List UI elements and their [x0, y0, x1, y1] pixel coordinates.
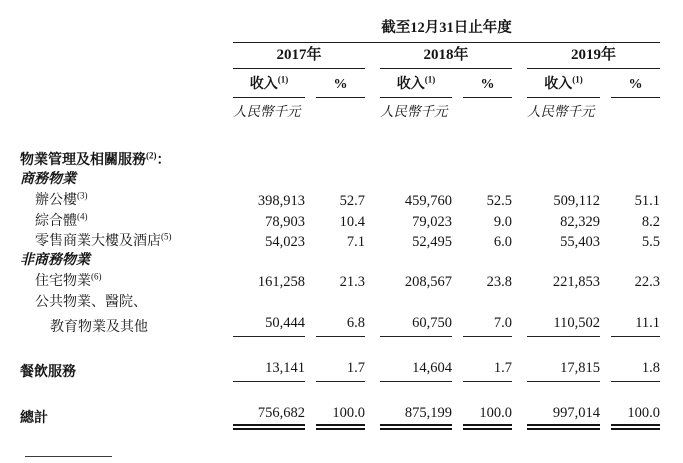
empty-cell	[233, 290, 660, 311]
column-gap	[512, 399, 527, 427]
column-gap	[305, 188, 316, 209]
empty-cell	[611, 97, 660, 122]
row-label: 公共物業、醫院、	[35, 295, 147, 311]
total-percent-2018: 100.0	[463, 399, 512, 427]
column-gap	[512, 269, 527, 290]
row-label: 商務物業	[20, 172, 76, 188]
percent-2019: 5.5	[641, 233, 661, 250]
column-gap	[600, 230, 611, 250]
column-gap	[452, 355, 463, 381]
footnote-marker: (1)	[277, 74, 289, 85]
year-header-2018: 2018年	[380, 42, 512, 68]
footnote-marker: (1)	[572, 74, 583, 85]
footnote-marker: (4)	[77, 211, 88, 222]
column-gap	[305, 269, 316, 290]
column-gap	[512, 209, 527, 230]
revenue-2018: 60,750	[380, 311, 452, 336]
percent-2018: 6.0	[493, 233, 512, 250]
revenue-2017: 398,913	[257, 192, 305, 209]
empty-cell	[20, 14, 233, 42]
column-gap	[512, 42, 527, 68]
column-gap	[512, 355, 527, 381]
revenue-breakdown-table	[20, 14, 660, 430]
revenue-2018: 14,604	[380, 355, 452, 381]
column-gap	[600, 399, 611, 427]
percent-2019: 1.8	[611, 355, 660, 381]
row-label: 教育物業及其他	[50, 320, 148, 336]
percent-column-header-2017: %	[316, 68, 365, 97]
currency-note-2019: 人民幣千元	[527, 103, 595, 119]
column-gap	[365, 68, 380, 97]
percent-2018: 1.7	[463, 355, 512, 381]
percent-2018: 7.0	[463, 311, 512, 336]
percent-2018: 9.0	[493, 213, 512, 230]
column-gap	[452, 269, 463, 290]
revenue-2018: 79,023	[412, 213, 452, 230]
year-header-row	[20, 42, 660, 68]
percent-2019: 8.2	[641, 213, 661, 230]
empty-cell	[233, 250, 660, 269]
empty-cell	[20, 97, 233, 122]
data-row-education-others	[20, 311, 660, 336]
total-revenue-2019: 997,014	[527, 399, 600, 427]
column-gap	[305, 399, 316, 427]
percent-column-header-2018: %	[463, 68, 512, 97]
empty-cell	[233, 169, 660, 188]
percent-2019: 11.1	[611, 311, 660, 336]
percent-2017: 21.3	[339, 273, 365, 290]
revenue-2017: 54,023	[265, 233, 305, 250]
column-gap	[600, 209, 611, 230]
empty-cell	[20, 42, 233, 68]
column-gap	[305, 230, 316, 250]
footnote-marker: (5)	[161, 231, 172, 242]
spacer-row	[20, 381, 660, 399]
column-gap	[452, 230, 463, 250]
column-gap	[365, 188, 380, 209]
currency-note-2018: 人民幣千元	[380, 103, 448, 119]
data-row-office-buildings	[20, 188, 660, 209]
revenue-column-header-2019: 收入$^{(1)}$	[527, 68, 600, 97]
revenue-2017: 13,141	[233, 355, 305, 381]
revenue-2019: 55,403	[560, 233, 600, 250]
total-percent-2019: 100.0	[611, 399, 660, 427]
column-gap	[512, 230, 527, 250]
column-gap	[600, 311, 611, 336]
column-gap	[365, 97, 380, 122]
data-row-complexes	[20, 209, 660, 230]
column-gap	[365, 269, 380, 290]
total-percent-2017: 100.0	[316, 399, 365, 427]
column-header-row	[20, 68, 660, 97]
footnote-marker: (2)	[146, 150, 157, 161]
total-revenue-2017: 756,682	[233, 399, 305, 427]
revenue-column-header-2017: 收入$^{(1)}$	[233, 68, 305, 97]
revenue-column-header-2018: 收入$^{(1)}$	[380, 68, 452, 97]
percent-2017: 1.7	[316, 355, 365, 381]
data-row-catering	[20, 355, 660, 381]
spacer-row	[20, 336, 660, 355]
column-gap	[512, 311, 527, 336]
column-gap	[452, 188, 463, 209]
section-row-commercial	[20, 169, 660, 188]
column-gap	[600, 355, 611, 381]
column-gap	[305, 209, 316, 230]
period-header-row	[20, 14, 660, 42]
footnote-marker: (6)	[91, 271, 102, 282]
row-label: 餐飲服務	[20, 365, 76, 381]
year-header-2017: 2017年	[233, 42, 365, 68]
column-gap	[512, 188, 527, 209]
row-label: 總計	[20, 411, 48, 427]
row-label: 非商務物業	[20, 253, 90, 269]
column-gap	[452, 399, 463, 427]
column-gap	[512, 68, 527, 97]
empty-cell	[20, 336, 660, 355]
row-label: 住宅物業$^{(6)}$	[35, 271, 102, 290]
column-gap	[600, 68, 611, 97]
currency-note-2017: 人民幣千元	[233, 103, 301, 119]
footnote-marker: (3)	[77, 190, 88, 201]
row-label: 綜合體$^{(4)}$	[35, 211, 88, 230]
empty-cell	[463, 97, 512, 122]
revenue-2017: 161,258	[257, 273, 305, 290]
column-gap	[452, 311, 463, 336]
column-gap	[305, 68, 316, 97]
percent-2019: 51.1	[634, 192, 661, 209]
revenue-2017: 78,903	[265, 213, 305, 230]
empty-cell	[20, 68, 233, 97]
revenue-2019: 17,815	[527, 355, 600, 381]
revenue-2018: 459,760	[404, 192, 452, 209]
column-gap	[365, 42, 380, 68]
percent-2018: 23.8	[486, 273, 512, 290]
revenue-2018: 208,567	[404, 273, 452, 290]
empty-cell	[20, 381, 660, 399]
column-gap	[512, 97, 527, 122]
total-row	[20, 399, 660, 427]
column-gap	[452, 68, 463, 97]
year-header-2019: 2019年	[527, 42, 660, 68]
percent-2018: 52.5	[486, 192, 512, 209]
revenue-2019: 221,853	[552, 273, 600, 290]
percent-2019: 22.3	[634, 273, 661, 290]
period-header: 截至12月31日止年度	[233, 14, 660, 42]
row-label: 辦公樓$^{(3)}$	[35, 190, 88, 209]
footnote-marker: (1)	[424, 74, 436, 85]
empty-cell	[233, 150, 660, 169]
revenue-2019: 110,502	[527, 311, 600, 336]
column-gap	[600, 188, 611, 209]
column-gap	[305, 311, 316, 336]
row-label: 物業管理及相關服務$^{(2)}$：	[20, 150, 171, 169]
column-gap	[365, 311, 380, 336]
revenue-2019: 509,112	[553, 192, 600, 209]
data-row-retail-hotels	[20, 230, 660, 250]
percent-2017: 6.8	[316, 311, 365, 336]
column-gap	[305, 355, 316, 381]
section-row-property-management	[20, 150, 660, 169]
empty-cell	[316, 97, 365, 122]
column-gap	[365, 230, 380, 250]
percent-2017: 7.1	[346, 233, 365, 250]
total-revenue-2018: 875,199	[380, 399, 452, 427]
column-gap	[365, 209, 380, 230]
section-row-non-commercial	[20, 250, 660, 269]
column-gap	[452, 209, 463, 230]
footnote-divider-rule	[25, 456, 112, 457]
currency-note-row	[20, 97, 660, 122]
revenue-2017: 50,444	[233, 311, 305, 336]
revenue-2018: 52,495	[412, 233, 452, 250]
percent-2017: 10.4	[339, 213, 365, 230]
row-label: 零售商業大樓及酒店$^{(5)}$	[35, 231, 172, 250]
percent-column-header-2019: %	[611, 68, 660, 97]
spacer-row	[20, 122, 660, 150]
data-row-residential	[20, 269, 660, 290]
percent-2017: 52.7	[339, 192, 365, 209]
empty-cell	[20, 122, 660, 150]
column-gap	[365, 399, 380, 427]
column-gap	[600, 269, 611, 290]
revenue-2019: 82,329	[560, 213, 600, 230]
data-row-public-properties-line1	[20, 290, 660, 311]
column-gap	[365, 355, 380, 381]
